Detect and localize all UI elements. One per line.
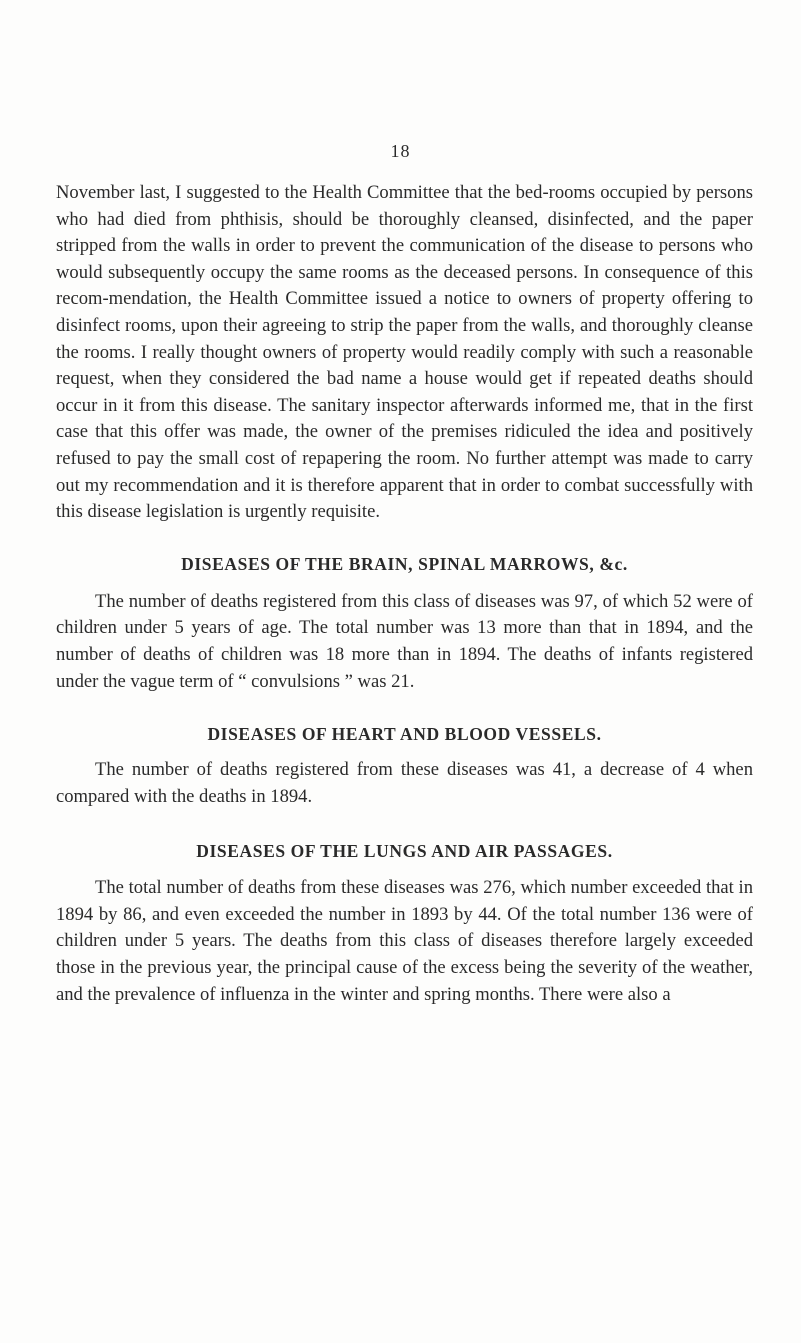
section-heading-brain: DISEASES OF THE BRAIN, SPINAL MARROWS, &c.: [181, 553, 628, 574]
section-heading-lungs: DISEASES OF THE LUNGS AND AIR PASSAGES.: [196, 841, 613, 862]
document-body: [56, 180, 753, 1008]
intro-paragraph: November last, I suggested to the Health Committee that the bed-rooms occupied by persons who had died from phthisis, should be thoroughly cleansed, disinfected, and the paper stripped from the walls in order to prevent the communication of the disease to persons who would subsequently occupy the same rooms as the deceased persons. In consequence of this recom-mendation, the Health Committee issued a notice to owners of property offering to disinfect rooms, upon their agreeing to strip the paper from the walls, and thoroughly cleanse the rooms. I really thought owners of property would readily comply with such a reasonable request, when they considered the bad name a house would get if repeated deaths should occur in it from this disease. The sanitary inspector afterwards informed me, that in the first case that this offer was made, the owner of the premises ridiculed the idea and positively refused to pay the small cost of repapering the room. No further attempt was made to carry out my recommendation and it is therefore apparent that in order to combat successfully with this disease legislation is urgently requisite.: [56, 182, 753, 523]
page-number: 18: [390, 141, 411, 161]
section-paragraph-lungs: The total number of deaths from these diseases was 276, which number exceeded that in 1894 by 86, and even exceeded the number in 1893 by 44. Of the total number 136 were of children under 5 years. The deaths from this class of diseases therefore largely exceeded those in the previous year, the principal cause of the excess being the severity of the weather, and the prevalence of influenza in the winter and spring months. There were also a: [56, 877, 753, 1005]
section-heading-heart: DISEASES OF HEART AND BLOOD VESSELS.: [207, 724, 602, 745]
section-paragraph-heart: The number of deaths registered from these diseases was 41, a decrease of 4 when compared with the deaths in 1894.: [56, 759, 753, 807]
section-paragraph-brain: The number of deaths registered from this class of diseases was 97, of which 52 were of children under 5 years of age. The total number was 13 more than that in 1894, and the number of deaths of children was 18 more than in 1894. The deaths of infants registered under the vague term of “ convulsions ” was 21.: [56, 590, 753, 692]
